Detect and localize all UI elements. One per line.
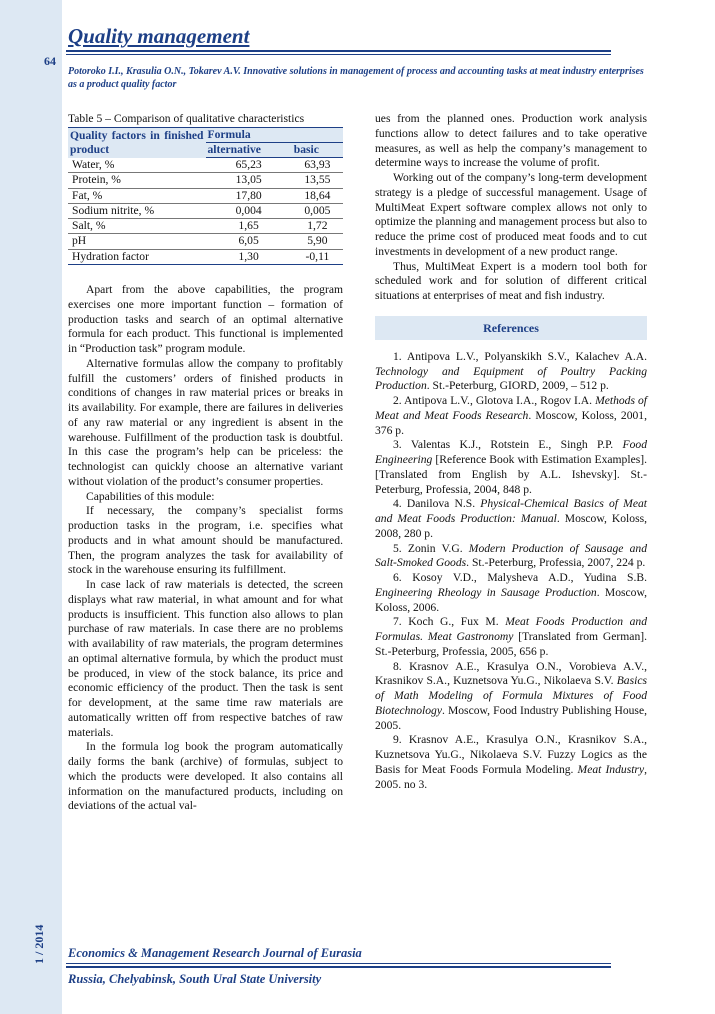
reference-authors: 7. Koch G., Fux M. (393, 615, 506, 629)
right-column (375, 112, 647, 792)
reference-item (375, 571, 647, 615)
reference-details: . Moscow, Koloss, 2006. (375, 585, 647, 614)
reference-authors: 5. Zonin V.G. (393, 541, 469, 555)
reference-title: Food Engineering (375, 438, 647, 466)
reference-authors: 3. Valentas K.J., Rotstein E., Singh P.P. (393, 438, 623, 452)
issue-label: 1 / 2014 (32, 924, 46, 964)
reference-authors: 9. Krasnov A.E., Krasulya O.N., Krasnikov S.A., Kuznetsova Yu.G., Nikolaeva S.V. Fuzzy Logics as the Basis for Meat Foods Formula Modeling. (375, 733, 647, 776)
header-rule (66, 50, 611, 52)
paragraph: Working out of the company’s long-term development strategy is a pledge of successful management. Usage of MultiMeat Expert software complex allows not only to optimize the planning and management process but also to reduce the prime cost of produced meat foods and to cut investments in development of a new product range. (375, 171, 647, 258)
reference-details: [Translated from German]. St.-Peterburg, Professia, 2005, 656 p. (375, 630, 648, 658)
section-title: Quality management (68, 24, 250, 48)
row-factor: Salt, % (68, 219, 206, 234)
row-factor: Water, % (68, 158, 206, 173)
table-caption: Table 5 – Comparison of qualitative characteristics (68, 112, 305, 125)
article-authors-title: Potoroko I.I., Krasulia O.N., Tokarev A.V. Innovative solutions in management of process and accounting tasks at meat industry enterprises as a product quality factor (68, 66, 644, 90)
row-basic: 63,93 (292, 158, 343, 173)
row-factor: pH (68, 234, 206, 249)
reference-item (375, 542, 647, 572)
paragraph: Apart from the above capabilities, the program exercises one more important function – formation of production tasks and search of an optimal alternative formula for each product. This functional is implemented in “Production task” program module. (68, 283, 343, 356)
table-row (68, 158, 343, 173)
paragraph: Capabilities of this module: (86, 489, 215, 503)
reference-authors: 6. Kosoy V.D., Malysheva A.D., Yudina S.B. (393, 571, 647, 584)
paragraph: Alternative formulas allow the company to profitably fulfill the customers’ orders of finished products in conditions of changes in raw material prices or breaks in its availability. For example, there are failures in deliveries of any raw material or any ingredient is absent in the warehouse. Fulfillment of the production task is doubtful. In this case the program’s help can be priceless: the technologist can quickly choose an alternative variant without violation of the product’s consumer properties. (68, 356, 343, 488)
reference-details: [Reference Book with Estimation Examples]. [Translated from English by A.L. Ishevsky]. St.-Peterburg, Professia, 2004, 848 p. (375, 453, 647, 496)
reference-title: Physical-Chemical Basics of Meat and Meat Foods Production: Manual (375, 497, 647, 525)
reference-details: , 2005. no 3. (375, 762, 647, 791)
row-alternative: 0,004 (206, 203, 292, 218)
row-factor: Fat, % (68, 188, 206, 203)
row-alternative: 65,23 (206, 158, 292, 173)
reference-item (375, 394, 647, 438)
paragraph: In the formula log book the program automatically daily forms the bank (archive) of formulas, subject to which the products were developed. It also contains all information on the manufactured products, including on deviations of the actual val- (68, 740, 343, 813)
footer-journal-name: Economics & Management Research Journal of Eurasia (68, 946, 362, 960)
row-basic: 5,90 (292, 234, 343, 249)
table-row (68, 188, 343, 203)
reference-authors: 1. Antipova L.V., Polyanskikh S.V., Kalachev A.A. (393, 349, 647, 363)
row-alternative: 13,05 (206, 173, 292, 188)
references-heading: References (375, 316, 647, 340)
header-alternative: alternative (206, 143, 292, 158)
row-factor: Hydration factor (68, 249, 206, 264)
table-row (68, 203, 343, 218)
quality-table (68, 127, 343, 265)
reference-details: . Moscow, Food Industry Publishing House, 2005. (375, 703, 647, 732)
row-alternative: 1,30 (206, 249, 292, 264)
row-alternative: 6,05 (206, 234, 292, 249)
reference-title: Technology and Equipment of Poultry Packing Production (375, 364, 647, 393)
reference-title: Meat Industry (577, 762, 645, 776)
row-basic: 1,72 (292, 219, 343, 234)
header-factor: Quality factors in finished product (70, 128, 204, 156)
row-basic: -0,11 (292, 249, 343, 264)
reference-authors: 2. Antipova L.V., Glotova I.A., Rogov I.A. (393, 394, 596, 407)
reference-title: Meat Foods Production and Formulas. Meat Gastronomy (375, 615, 647, 643)
row-factor: Sodium nitrite, % (68, 203, 206, 218)
paragraph: ues from the planned ones. Production work analysis functions allow to detect failures and to take operative measures, as well as help the company’s management to determine ways to increase the volume of profit. (375, 112, 647, 170)
header-rule-thin (66, 54, 611, 55)
reference-item (375, 350, 647, 394)
left-column (68, 112, 343, 814)
paragraph: Thus, MultiMeat Expert is a modern tool both for scheduled work and for solution of different critical situations at enterprises of meat and fish industry. (375, 259, 647, 302)
row-alternative: 17,80 (206, 188, 292, 203)
reference-title: Engineering Rheology in Sausage Production (375, 585, 597, 599)
header-basic: basic (292, 143, 343, 158)
page-number: 64 (44, 54, 56, 68)
header-formula: Formula (206, 128, 344, 143)
row-basic: 0,005 (292, 203, 343, 218)
sidebar-band (0, 0, 62, 1014)
reference-title: Modern Production of Sausage and Salt-Smoked Goods (375, 541, 648, 570)
reference-details: . Moscow, Koloss, 2001, 376 p. (375, 408, 647, 437)
reference-title: Basics of Math Modeling of Formula Mixtures of Food Biotechnology (375, 674, 647, 717)
reference-details: . Moscow, Koloss, 2008, 280 p. (375, 512, 647, 540)
reference-item (375, 438, 647, 497)
footer-rule-thin (66, 963, 611, 964)
row-alternative: 1,65 (206, 219, 292, 234)
table-row (68, 219, 343, 234)
row-basic: 13,55 (292, 173, 343, 188)
reference-title: Methods of Meat and Meat Foods Research (375, 394, 648, 422)
reference-item (375, 615, 647, 659)
table-row (68, 234, 343, 249)
paragraph: In case lack of raw materials is detected, the screen displays what raw material, in what amount and for what products is insufficient. This function also allows to plan purchase of raw materials. In case there are no problems with availability of raw materials, the program determines an optimal alternative formula, by which the product must be produced, in view of the stock balance, its price and economic efficiency of the product. Then the task is sent for development, at the same time raw materials are automatically written off from respective batches of raw materials. (68, 578, 343, 739)
footer-rule (66, 966, 611, 968)
reference-item (375, 733, 647, 792)
reference-item (375, 660, 647, 734)
reference-details: . St.-Peterburg, GIORD, 2009, – 512 p. (426, 379, 609, 393)
row-factor: Protein, % (68, 173, 206, 188)
reference-authors: 4. Danilova N.S. (393, 497, 481, 511)
reference-item (375, 497, 647, 541)
reference-details: . St.-Peterburg, Professia, 2007, 224 p. (466, 556, 646, 570)
table-row (68, 249, 343, 264)
row-basic: 18,64 (292, 188, 343, 203)
reference-authors: 8. Krasnov A.E., Krasulya O.N., Vorobieva A.V., Krasnikov S.A., Kuznetsova Yu.G., Nikolaeva S.V. (375, 659, 647, 688)
paragraph: If necessary, the company’s specialist forms production tasks in the program, i.e. specifies what products and in what amount should be manufactured. Then, the program analyzes the task for availability of stock in the warehouse ensuring its fulfillment. (68, 504, 343, 577)
footer-university: Russia, Chelyabinsk, South Ural State University (68, 972, 322, 986)
table-row (68, 173, 343, 188)
